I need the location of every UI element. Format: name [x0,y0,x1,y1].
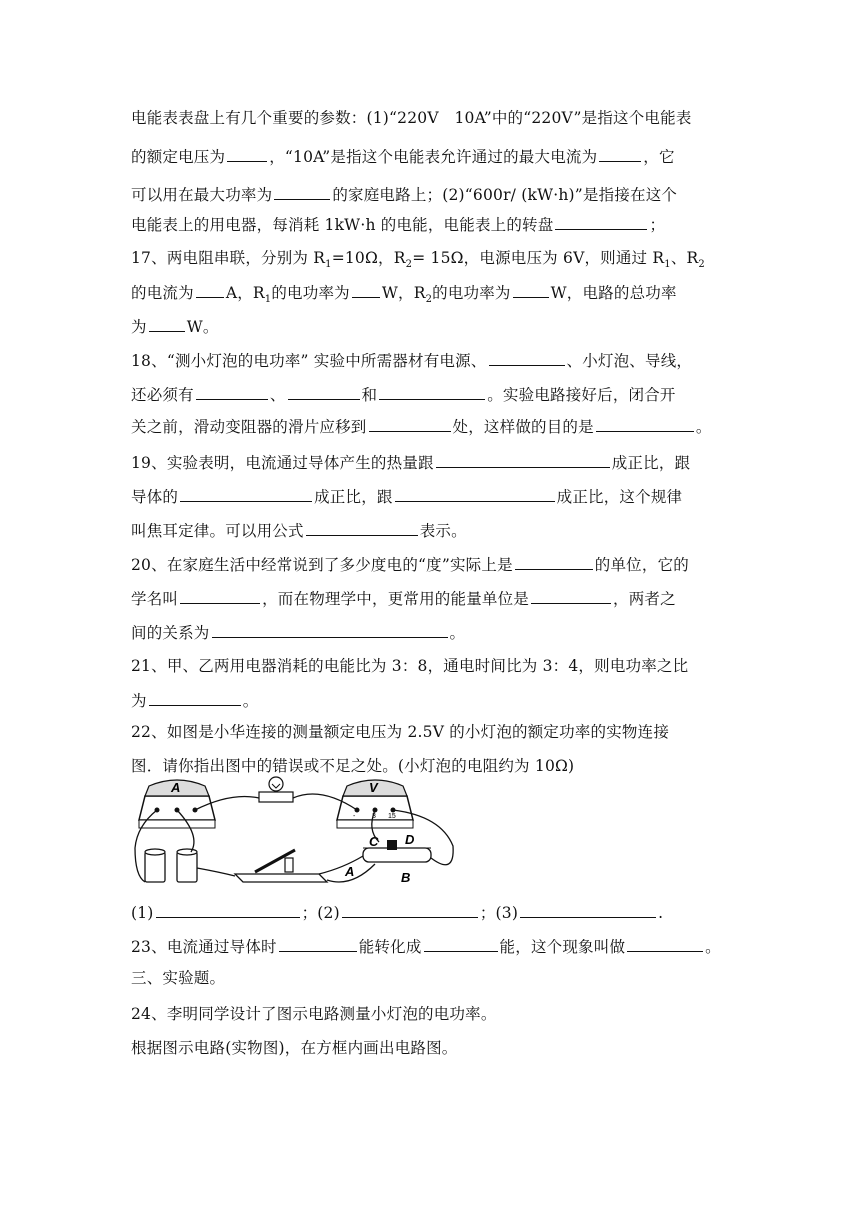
text-run: ，而在物理学中，更常用的能量单位是 [262,590,530,608]
text-run: W，电路的总功率 [550,284,677,302]
switch-icon [235,850,327,882]
subscript: 2 [698,259,705,271]
text-run: ；(3) [479,904,519,922]
text-run: 电能表表盘上有几个重要的参数：(1)“220V 10A”中的“220V”是指这个电能表 [131,109,692,127]
answer-blank[interactable] [227,146,267,162]
text-line [131,282,731,310]
answer-blank[interactable] [424,936,498,952]
text-run: 还必须有 [131,386,194,404]
answer-blank[interactable] [436,452,610,468]
text-line [131,902,731,923]
text-run: ，“10A”是指这个电能表允许通过的最大电流为 [269,148,598,166]
text-run: 22、如图是小华连接的测量额定电压为 2.5V 的小灯泡的额定功率的实物连接 [131,723,670,741]
text-run: ；(2) [301,904,340,922]
text-run: . [658,904,664,922]
text-run: 可以用在最大功率为 [131,186,273,204]
text-line [131,690,731,711]
text-run: 20、在家庭生活中经常说到了多少度电的“度”实际上是 [131,556,513,574]
terminal-b-label: B [401,870,411,885]
subscript: 1 [325,259,332,271]
subscript: 2 [425,294,433,306]
scale-3-label: 3 [372,813,376,820]
circuit-diagram-figure [131,776,459,894]
text-run: 成正比，这个规律 [556,488,683,506]
answer-blank[interactable] [149,316,185,332]
terminal-a-label: A [345,864,355,879]
text-run: 间的关系为 [131,624,210,642]
text-line [131,656,731,676]
answer-blank[interactable] [395,486,555,502]
text-run: 电能表上的用电器，每消耗 1kW·h 的电能，电能表上的转盘 [131,216,554,234]
text-line [131,184,731,205]
text-run: 的额定电压为 [131,148,226,166]
answer-blank[interactable] [369,416,451,432]
text-line [131,622,731,643]
text-run: 、 [269,386,286,404]
text-line [131,1004,731,1024]
text-line [131,936,731,957]
text-run: 能转化成 [358,938,422,956]
text-run: ，两者之 [613,590,676,608]
text-line [131,108,731,128]
text-run: W。 [186,318,219,336]
text-run: ； [649,216,666,234]
answer-blank[interactable] [306,520,418,536]
text-run: 。实验电路接好后，闭合开 [487,386,676,404]
answer-blank[interactable] [627,936,703,952]
text-run: 24、李明同学设计了图示电路测量小灯泡的电功率。 [131,1005,497,1023]
text-line [131,554,731,575]
text-run: (1) [131,904,154,922]
answer-blank[interactable] [531,588,611,604]
answer-blank[interactable] [515,554,593,570]
subscript: 1 [664,259,671,271]
lamp-icon [259,777,293,802]
text-line [131,452,731,473]
text-line [131,756,731,776]
text-run: 学名叫 [131,590,179,608]
answer-blank[interactable] [279,936,357,952]
text-run: 18、“测小灯泡的电功率” 实验中所需器材有电源、 [131,352,487,370]
scale-15-label: 15 [388,813,396,820]
subscript: 2 [405,259,413,271]
answer-blank[interactable] [180,588,260,604]
text-run: 三、实验题。 [131,969,226,987]
text-line [131,486,731,507]
text-run: 成正比，跟 [314,488,393,506]
answer-blank[interactable] [288,384,360,400]
text-run: 图．请你指出图中的错误或不足之处。(小灯泡的电阻约为 10Ω) [131,757,575,775]
text-run: 导体的 [131,488,179,506]
text-run: 。 [695,418,712,436]
text-run: 、R [670,249,699,267]
text-line [131,350,731,371]
voltmeter-label: V [369,780,378,795]
answer-blank[interactable] [520,902,656,918]
text-line [131,968,731,988]
terminal-c-label: C [369,834,379,849]
text-run: 表示。 [419,522,467,540]
text-line [131,146,731,167]
text-line [131,248,731,275]
subscript: 1 [264,294,272,306]
answer-blank[interactable] [379,384,485,400]
text-run: 能，这个现象叫做 [499,938,626,956]
answer-blank[interactable] [555,214,647,230]
text-run: 。 [705,938,721,956]
answer-blank[interactable] [212,622,448,638]
text-run: W，R [381,284,426,302]
text-run: 和 [361,386,378,404]
answer-blank[interactable] [196,384,268,400]
answer-blank[interactable] [596,416,694,432]
text-run: 根据图示电路(实物图)，在方框内画出电路图。 [131,1039,458,1057]
answer-blank[interactable] [352,282,380,298]
text-run: 23、电流通过导体时 [131,938,277,956]
text-line [131,416,731,437]
text-line [131,1038,731,1058]
text-run: 的电功率为 [432,284,511,302]
text-run: 关之前，滑动变阻器的滑片应移到 [131,418,367,436]
text-line [131,316,731,337]
answer-blank[interactable] [274,184,330,200]
scale-minus-label: - [353,813,356,820]
answer-blank[interactable] [156,902,300,918]
battery-icon [145,849,197,882]
text-run: 叫焦耳定律。可以用公式 [131,522,304,540]
text-run: 。 [242,692,259,710]
text-line [131,588,731,609]
text-line [131,384,731,405]
answer-blank[interactable] [180,486,312,502]
text-run: 处，这样做的目的是 [452,418,594,436]
text-run: 。 [449,624,466,642]
answer-blank[interactable] [513,282,549,298]
text-run: 17、两电阻串联，分别为 R [131,249,326,267]
terminal-d-label: D [405,832,415,847]
answer-blank[interactable] [599,146,641,162]
text-run: 为 [131,692,147,710]
text-line [131,214,731,235]
text-run: 的家庭电路上；(2)“600r/ (kW·h)”是指接在这个 [332,186,678,204]
text-run: =10Ω，R [331,249,406,267]
answer-blank[interactable] [196,282,224,298]
text-run: 的电功率为 [271,284,350,302]
text-run: ，它 [643,148,675,166]
text-run: 的单位，它的 [594,556,689,574]
answer-blank[interactable] [489,350,565,366]
text-run: A，R [225,284,265,302]
answer-blank[interactable] [149,690,241,706]
ammeter-icon [139,780,215,828]
text-run: 为 [131,318,147,336]
text-run: 成正比，跟 [611,454,691,472]
ammeter-label: A [171,780,181,795]
text-run: 19、实验表明，电流通过导体产生的热量跟 [131,454,434,472]
text-line [131,520,731,541]
text-run: 21、甲、乙两用电器消耗的电能比为 3：8，通电时间比为 3：4，则电功率之比 [131,657,689,675]
text-line [131,722,731,742]
text-run: 的电流为 [131,284,194,302]
text-run: 、小灯泡、导线， [566,352,693,370]
answer-blank[interactable] [342,902,478,918]
text-run: = 15Ω，电源电压为 6V，则通过 R [412,249,665,267]
